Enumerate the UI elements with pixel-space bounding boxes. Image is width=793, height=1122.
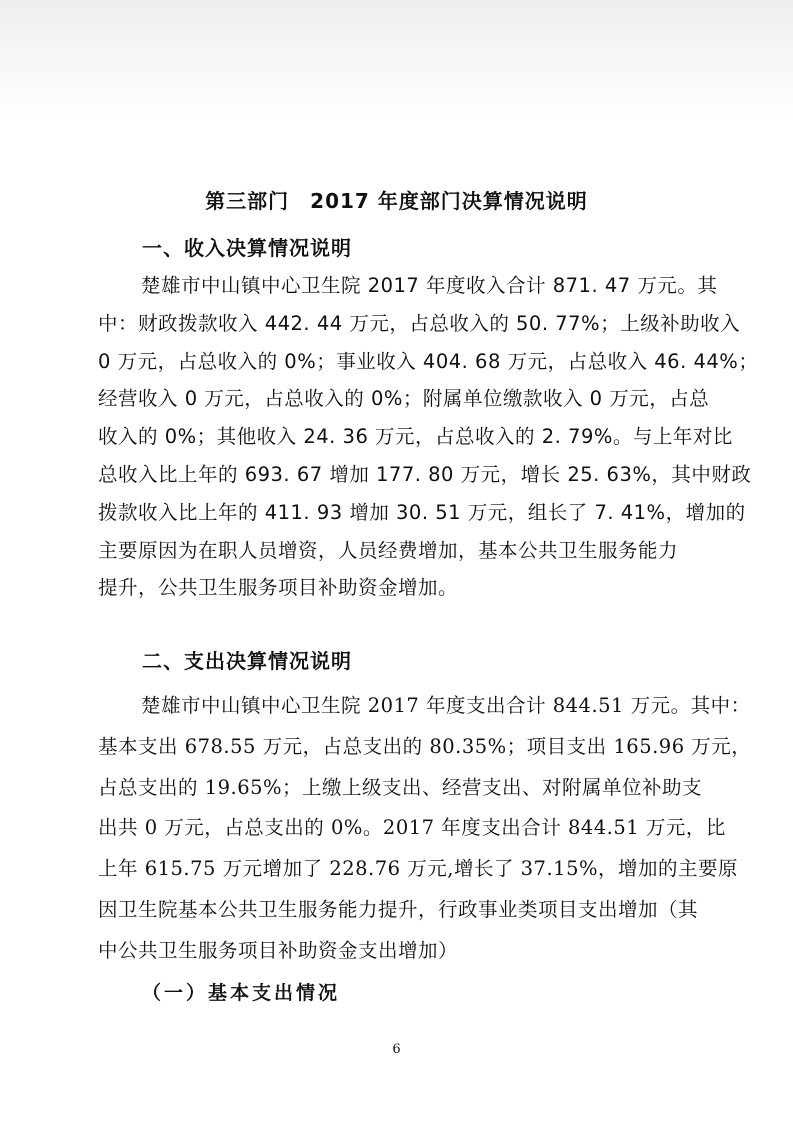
paragraph-line: 基本支出 678.55 万元，占总支出的 80.35%；项目支出 165.96 万元， — [98, 734, 752, 758]
paragraph-line: 楚雄市中山镇中心卫生院 2017 年度收入合计 871. 47 万元。其 — [141, 274, 718, 297]
page-number: 6 — [392, 1042, 401, 1057]
paragraph-line: 出共 0 万元，占总支出的 0%。2017 年度支出合计 844.51 万元，比 — [98, 816, 726, 840]
paragraph-line: 主要原因为在职人员增资，人员经费增加，基本公共卫生服务能力 — [98, 538, 679, 562]
paragraph-line: 中公共卫生服务项目补助资金支出增加） — [98, 938, 459, 962]
paragraph-line: 因卫生院基本公共卫生服务能力提升，行政事业类项目支出增加（其 — [98, 897, 699, 921]
paragraph-line: 总收入比上年的 693. 67 增加 177. 80 万元，增长 25. 63%，其中财政 — [98, 462, 752, 486]
section-heading-expenditure: 二、支出决算情况说明 — [142, 649, 352, 673]
paragraph-line: 拨款收入比上年的 411. 93 增加 30. 51 万元，组长了 7. 41%，增加的 — [98, 500, 746, 524]
page-title: 第三部门 2017 年度部门决算情况说明 — [205, 189, 588, 213]
subsection-heading: （一）基本支出情况 — [142, 982, 341, 1004]
scan-shadow — [0, 0, 793, 120]
paragraph-line: 收入的 0%；其他收入 24. 36 万元，占总收入的 2. 79%。与上年对比 — [98, 425, 733, 449]
paragraph-line: 0 万元，占总收入的 0%；事业收入 404. 68 万元，占总收入 46. 44%； — [98, 349, 759, 373]
paragraph-line: 提升，公共卫生服务项目补助资金增加。 — [98, 576, 459, 600]
section-heading-income: 一、收入决算情况说明 — [142, 236, 352, 260]
paragraph-line: 中：财政拨款收入 442. 44 万元，占总收入的 50. 77%；上级补助收入 — [98, 311, 741, 335]
paragraph-line: 楚雄市中山镇中心卫生院 2017 年度支出合计 844.51 万元。其中： — [141, 694, 751, 717]
income-paragraph — [98, 267, 759, 607]
paragraph-line: 占总支出的 19.65%；上缴上级支出、经营支出、对附属单位补助支 — [98, 775, 703, 799]
expenditure-paragraph — [98, 686, 752, 972]
paragraph-line: 经营收入 0 万元，占总收入的 0%；附属单位缴款收入 0 万元，占总 — [98, 387, 710, 411]
paragraph-line: 上年 615.75 万元增加了 228.76 万元,增长了 37.15%，增加的主要原 — [98, 857, 739, 881]
